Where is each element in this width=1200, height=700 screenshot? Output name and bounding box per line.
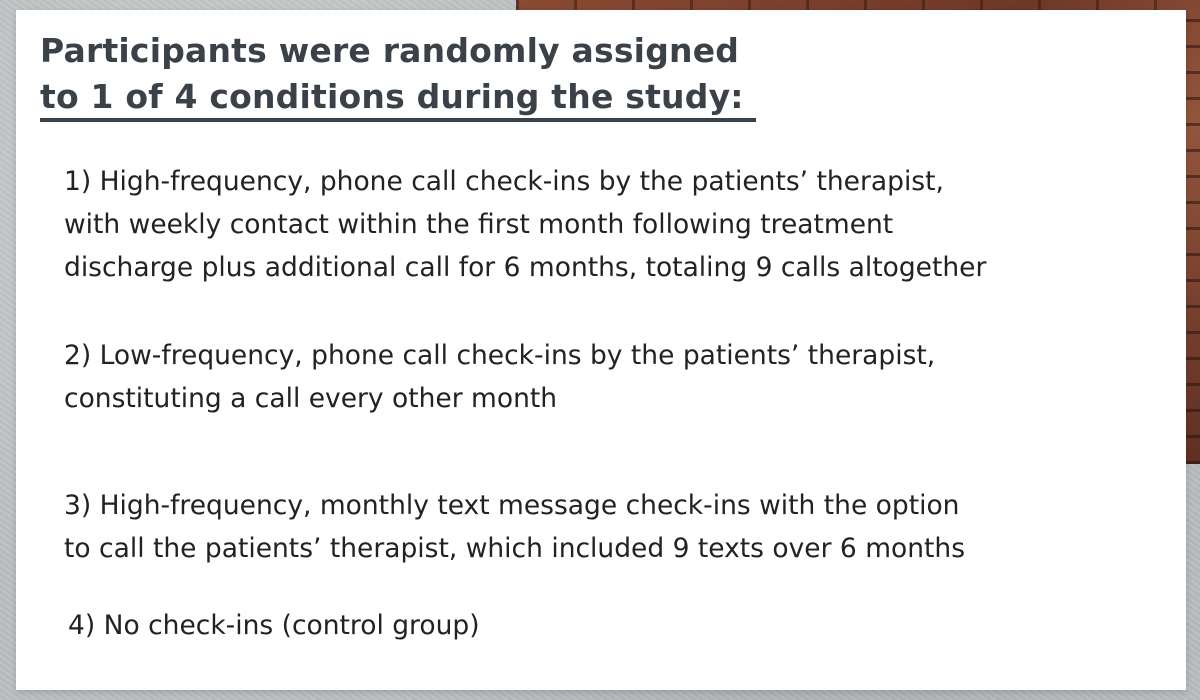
condition-3-line-2: to call the patients’ therapist, which included 9 texts over 6 months xyxy=(64,533,966,564)
condition-4-line-1: 4) No check-ins (control group) xyxy=(68,610,480,641)
condition-3-line-1: 3) High-frequency, monthly text message check-ins with the option xyxy=(64,490,960,521)
condition-4 xyxy=(68,604,1168,647)
slide-card xyxy=(16,10,1186,690)
title-line-2: to 1 of 4 conditions during the study: xyxy=(40,77,744,116)
condition-2-line-1: 2) Low-frequency, phone call check-ins by the patients’ therapist, xyxy=(64,340,936,371)
condition-1-line-2: with weekly contact within the first month following treatment xyxy=(64,209,894,240)
condition-1 xyxy=(64,160,1164,289)
slide-title xyxy=(40,28,744,120)
condition-1-line-1: 1) High-frequency, phone call check-ins by the patients’ therapist, xyxy=(64,166,944,197)
title-underline xyxy=(40,118,756,122)
condition-3 xyxy=(64,484,1164,570)
condition-2 xyxy=(64,334,1164,420)
condition-1-line-3: discharge plus additional call for 6 months, totaling 9 calls altogether xyxy=(64,252,987,283)
title-line-1: Participants were randomly assigned xyxy=(40,31,740,70)
condition-2-line-2: constituting a call every other month xyxy=(64,383,558,414)
